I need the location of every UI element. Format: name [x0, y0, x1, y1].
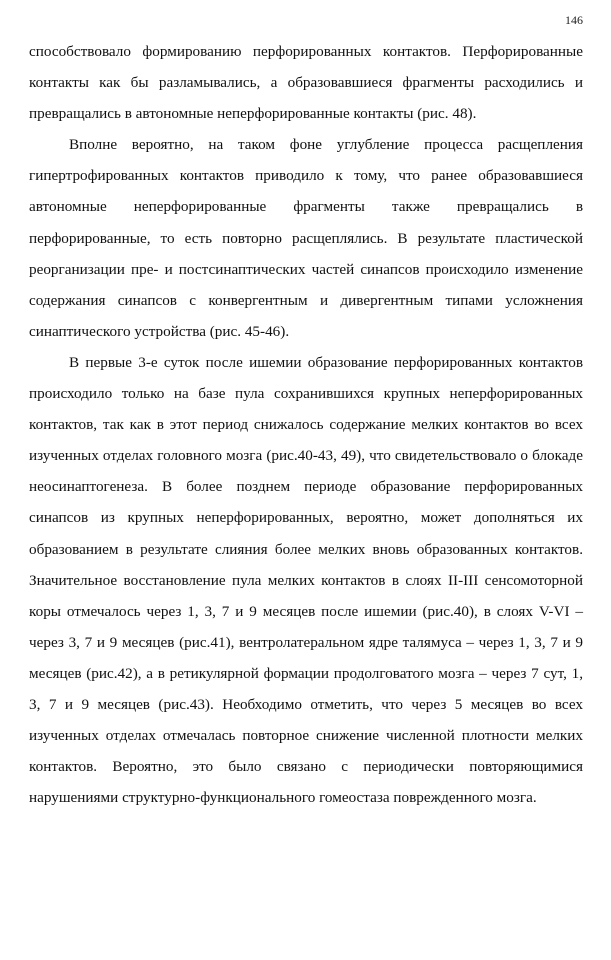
- paragraph-splitting: Вполне вероятно, на таком фоне углубление процесса расщепления гипертрофированных контактов приводило к тому, что ранее образовавшиеся автономные неперфорированные фрагменты также превращались в перфорированные, то есть повторно расщеплялись. В результате пластической реорганизации пре- и постсинаптических частей синапсов происходило изменение содержания синапсов с конвергентным и дивергентным типами усложнения синаптического устройства (рис. 45-46).: [29, 136, 583, 340]
- paragraph-continuation: способствовало формированию перфорированных контактов. Перфорированные контакты как бы разламывались, а образовавшиеся фрагменты расходились и превращались в автономные неперфорированные контакты (рис. 48).: [29, 43, 583, 123]
- page-number: 146: [565, 13, 583, 27]
- paragraph-ischemia: В первые 3-е суток после ишемии образование перфорированных контактов происходило только на базе пула сохранившихся крупных неперфорированных контактов, так как в этот период снижалось содержание мелких контактов во всех изученных отделах головного мозга (рис.40-43, 49), что свидетельствовало о блокаде неосинаптогенеза. В более позднем периоде образование перфорированных синапсов из крупных неперфорированных, вероятно, может дополняться их образованием в результате слияния более мелких вновь образованных контактов. Значительное восстановление пула мелких контактов в слоях II-III сенсомоторной коры отмечалось через 1, 3, 7 и 9 месяцев после ишемии (рис.40), в слоях V-VI – через 3, 7 и 9 месяцев (рис.41), вентролатеральном ядре талямуса – через 1, 3, 7 и 9 месяцев (рис.42), а в ретикулярной формации продолговатого мозга – через 7 сут, 1, 3, 7 и 9 месяцев (рис.43). Необходимо отметить, что через 5 месяцев во всех изученных отделах отмечалась повторное снижение численной плотности мелких контактов. Вероятно, это было связано с периодически повторяющимися нарушениями структурно-функционального гомеостаза поврежденного мозга.: [29, 353, 583, 807]
- document-body: [29, 36, 583, 813]
